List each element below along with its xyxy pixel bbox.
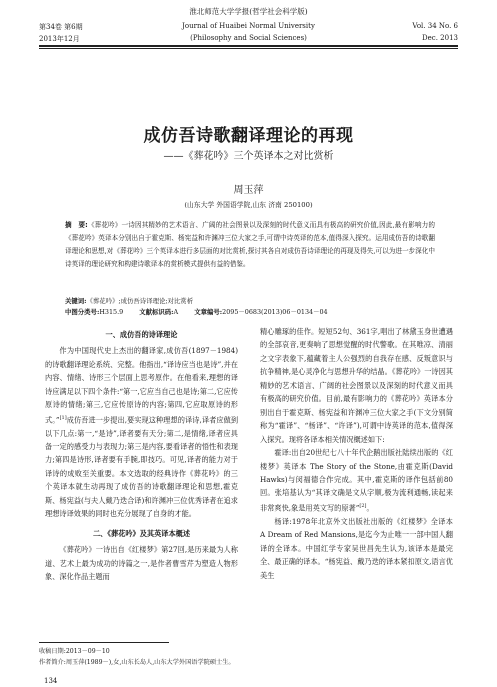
citation-1: [1] bbox=[59, 414, 67, 421]
received-date: 收稿日期:2013－09－10 bbox=[39, 648, 110, 655]
header-date-right: Dec. 2013 bbox=[422, 34, 458, 42]
header-rule-thick bbox=[39, 45, 458, 47]
abstract-text: 《葬花吟》一诗因其精妙的艺术语言、广阔的社会图景以及深刻的时代意义而具有极高的研究价值,因此,最有影响力的《葬花吟》英译本分别出自于霍克斯、杨宪益和许渊冲三位大家之手,可谓中诗英译的范本,值得深入探究。运用成仿吾的诗歌翻译理论和思想,对《葬花吟》三个英译本进行多层面的对比赏析,探讨其各自对成仿吾诗译理论的再现及得失,可以为进一步深化中诗英译的理论研究和构建诗歌译本的赏析模式提供有益的借鉴。 bbox=[65, 221, 435, 268]
clc-label: 中图分类号: bbox=[65, 308, 100, 316]
paragraph-1 bbox=[45, 344, 238, 520]
article-title: 成仿吾诗歌翻译理论的再现 bbox=[143, 126, 354, 146]
header-date-left: 2013年12月 bbox=[39, 35, 80, 43]
section-1-heading: 一、成仿吾的诗译理论 bbox=[105, 330, 178, 339]
classification bbox=[65, 307, 328, 318]
body-column-left bbox=[45, 323, 238, 584]
header-issue-left: 第34卷 第6期 bbox=[39, 23, 83, 31]
journal-header-title: 淮北师范大学学报(哲学社会科学版) bbox=[189, 7, 308, 16]
footnote-rule bbox=[39, 642, 169, 643]
header-journal-en: Journal of Huaibei Normal University bbox=[182, 22, 315, 30]
article-id-label: 文章编号: bbox=[194, 308, 223, 316]
body-column-right bbox=[260, 325, 453, 582]
abstract bbox=[65, 219, 435, 271]
abstract-label: 摘 要: bbox=[65, 221, 88, 229]
doc-code-value: A bbox=[173, 308, 179, 316]
paragraph-1-end: 成仿吾进一步提出,要实现这种理想的译诗,译者应做到以下几点:第一,“是诗”,译者要有天分;第二,是情绪,译者应具备一定的感受力与表现力;第三是内容,要看译者的悟性和表现力;第四是诗形,译者要有手腕,即技巧。可见,译者的能力对于译诗的成败至关重要。本文选取的经典诗作《葬花吟》的三个英译本就生动再现了成仿吾的诗歌翻译理论和思想,霍克斯、杨宪益(与夫人戴乃迭合译)和许渊冲三位优秀译者在追求理想诗译效果的同时也充分展现了自身的才能。 bbox=[45, 415, 239, 519]
footnote bbox=[39, 646, 235, 668]
header-rule-thin bbox=[39, 48, 458, 49]
author-affiliation: (山东大学 外国语学院,山东 济南 250100) bbox=[184, 201, 313, 209]
author-bio: 作者简介:周玉萍(1989－),女,山东长岛人,山东大学外国语学院硕士生。 bbox=[39, 659, 235, 666]
keywords bbox=[65, 296, 328, 307]
article-id-value: 2095－0683(2013)06－0134－04 bbox=[222, 308, 328, 316]
page-number: 134 bbox=[44, 677, 58, 685]
keywords-text: 《葬花吟》;成仿吾诗译理论;对比赏析 bbox=[86, 297, 194, 305]
paragraph-2-continued: 精心雕琢的佳作。短短52句、361字,唱出了林黛玉身世遭遇的全部哀音,更奏响了思想觉醒的时代警歌。在其唯凉、清丽之文字表象下,蕴藏着主人公强烈的自我存在感、反叛意识与抗争精神,是心灵净化与思想升华的结晶。《葬花吟》一诗因其精妙的艺术语言、广阔的社会图景以及深刻的时代意义而具有极高的研究价值。目前,最有影响力的《葬花吟》英译本分别出自于霍克斯、杨宪益和许渊冲三位大家之手(下文分别简称为“霍译”、“杨译”、“许译”),可谓中诗英译的范本,值得深入探究。现将各译本相关情况概述如下: bbox=[260, 327, 453, 444]
paragraph-3 bbox=[260, 446, 453, 515]
clc-value: H315.9 bbox=[99, 308, 124, 316]
article-meta bbox=[65, 296, 328, 318]
paragraph-4: 杨译:1978年北京外文出版社出版的《红楼梦》全译本 A Dream of Red Mansions,是迄今为止唯一一部中国人翻译的全译本。中国红学专家吴世昌先生认为,该译本是最完全、最正确的译本。“杨宪益、戴乃迭的译本紧扣原文,语言优美生 bbox=[260, 516, 453, 580]
header-issue-right: Vol. 34 No. 6 bbox=[412, 22, 458, 30]
article-subtitle: ——《葬花吟》三个英译本之对比赏析 bbox=[163, 151, 334, 162]
doc-code-label: 文献标识码: bbox=[139, 308, 174, 316]
author-name: 周玉萍 bbox=[233, 185, 264, 196]
paragraph-1-text: 作为中国现代史上杰出的翻译家,成仿吾(1897－1984)的诗歌翻译理论系统、完整。他指出,“译诗应当也是诗”,并在内容、情绪、诗形三个层面上思考原作。在他看来,理想的译诗应满足以下四个条件:“第一,它应当自己也是诗;第二,它应传原诗的情绪;第三,它应传原诗的内容;第四,它应取原诗的形式。” bbox=[45, 346, 238, 425]
paragraph-3-end: 。 bbox=[366, 503, 374, 513]
citation-2: [2] bbox=[359, 502, 367, 509]
section-2-heading: 二、《葬花吟》及其英译本概述 bbox=[92, 528, 191, 538]
paragraph-3-text: 霍译:出自20世纪七八十年代企鹅出版社陆续出版的《红楼梦》英译本 The Story of the Stone,由霍克斯(David Hawks)与闵福德合作完成。其中,霍克斯的译作包括前80回。张培基认为“其译文确是文从字顺,极为流利通畅,读起来非常爽快,象是用英文写的原著” bbox=[260, 448, 453, 513]
keywords-label: 关键词: bbox=[65, 297, 87, 305]
header-journal-sub: (Philosophy and Social Sciences) bbox=[190, 34, 307, 42]
paragraph-2-start: 《葬花吟》一诗出自《红楼梦》第27回,是历来最为人称道、艺术上最为成功的诗篇之一,是作者曹雪芹为塑造人物形象、深化作品主题而 bbox=[45, 545, 238, 582]
